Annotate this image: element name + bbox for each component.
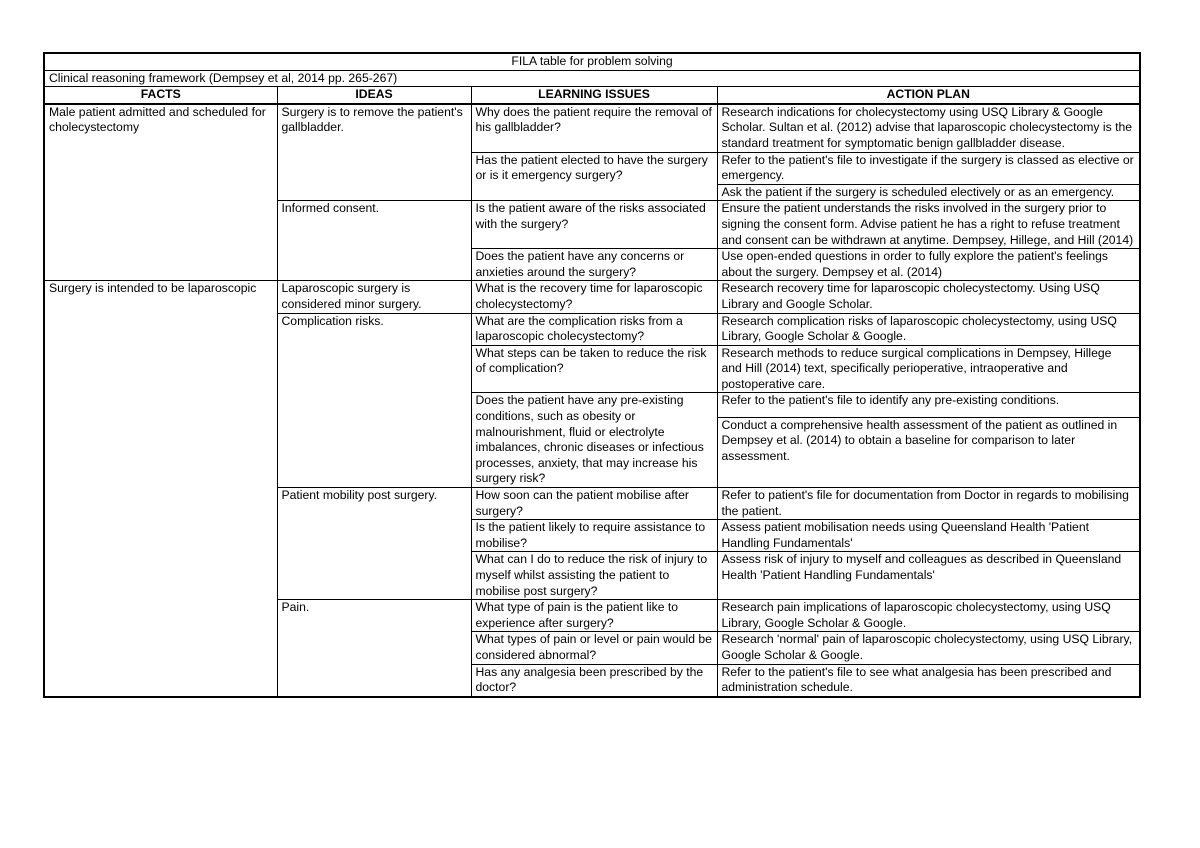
action-plan-cell: Conduct a comprehensive health assessment of the patient as outlined in Dempsey et al. (2014) to obtain a baseline for comparison to later assessment.	[717, 417, 1140, 487]
action-plan-cell: Research 'normal' pain of laparoscopic cholecystectomy, using USQ Library, Google Scholar & Google.	[717, 632, 1140, 664]
learning-issue-cell: What is the recovery time for laparoscopic cholecystectomy?	[471, 281, 717, 313]
fila-document	[43, 52, 1139, 698]
learning-issue-cell: What are the complication risks from a laparoscopic cholecystectomy?	[471, 313, 717, 345]
learning-issue-cell: How soon can the patient mobilise after surgery?	[471, 488, 717, 520]
learning-issue-cell: Has any analgesia been prescribed by the doctor?	[471, 664, 717, 697]
table-body	[44, 104, 1140, 697]
action-plan-cell: Assess risk of injury to myself and colleagues as described in Queensland Health 'Patient Handling Fundamentals'	[717, 552, 1140, 600]
idea-cell: Informed consent.	[277, 201, 471, 281]
header-learning-issues: LEARNING ISSUES	[471, 87, 717, 104]
learning-issue-cell: Is the patient likely to require assistance to mobilise?	[471, 520, 717, 552]
action-plan-cell: Research recovery time for laparoscopic cholecystectomy. Using USQ Library and Google Scholar.	[717, 281, 1140, 313]
learning-issue-cell: Does the patient have any pre-existing conditions, such as obesity or malnourishment, fluid or electrolyte imbalances, chronic diseases or infectious processes, anxiety, that may increase his surgery risk?	[471, 393, 717, 488]
title-row	[44, 53, 1140, 70]
header-row	[44, 87, 1140, 104]
idea-cell: Laparoscopic surgery is considered minor surgery.	[277, 281, 471, 313]
learning-issue-cell: What steps can be taken to reduce the risk of complication?	[471, 345, 717, 393]
table-row	[44, 104, 1140, 152]
learning-issue-cell: Has the patient elected to have the surgery or is it emergency surgery?	[471, 152, 717, 201]
action-plan-cell: Refer to the patient's file to identify any pre-existing conditions.	[717, 393, 1140, 417]
learning-issue-cell: What type of pain is the patient like to experience after surgery?	[471, 600, 717, 632]
action-plan-cell: Refer to the patient's file to investigate if the surgery is classed as elective or emergency.	[717, 152, 1140, 184]
action-plan-cell: Refer to the patient's file to see what analgesia has been prescribed and administration schedule.	[717, 664, 1140, 697]
table-row	[44, 281, 1140, 313]
idea-cell: Complication risks.	[277, 313, 471, 488]
action-plan-cell: Ensure the patient understands the risks involved in the surgery prior to signing the consent form. Advise patient he has a right to refuse treatment and consent can be withdrawn at anytime. Dempsey, Hillege, and Hill (2014)	[717, 201, 1140, 249]
idea-cell: Pain.	[277, 600, 471, 697]
action-plan-cell: Research complication risks of laparoscopic cholecystectomy, using USQ Library, Google Scholar & Google.	[717, 313, 1140, 345]
header-action-plan: ACTION PLAN	[717, 87, 1140, 104]
table-subtitle: Clinical reasoning framework (Dempsey et al, 2014 pp. 265-267)	[44, 70, 1140, 87]
action-plan-cell: Use open-ended questions in order to fully explore the patient's feelings about the surgery. Dempsey et al. (2014)	[717, 249, 1140, 281]
subtitle-row	[44, 70, 1140, 87]
learning-issue-cell: Why does the patient require the removal of his gallbladder?	[471, 104, 717, 152]
fact-cell: Surgery is intended to be laparoscopic	[44, 281, 277, 697]
idea-cell: Surgery is to remove the patient's gallbladder.	[277, 104, 471, 201]
action-plan-cell: Refer to patient's file for documentation from Doctor in regards to mobilising the patient.	[717, 488, 1140, 520]
idea-cell: Patient mobility post surgery.	[277, 488, 471, 600]
fila-table	[43, 52, 1141, 698]
action-plan-cell: Research indications for cholecystectomy using USQ Library & Google Scholar. Sultan et al. (2012) advise that laparoscopic cholecystectomy is the standard treatment for symptomatic benign gallbladder disease.	[717, 104, 1140, 152]
action-plan-cell: Research pain implications of laparoscopic cholecystectomy, using USQ Library, Google Scholar & Google.	[717, 600, 1140, 632]
learning-issue-cell: Does the patient have any concerns or anxieties around the surgery?	[471, 249, 717, 281]
action-plan-cell: Assess patient mobilisation needs using Queensland Health 'Patient Handling Fundamentals'	[717, 520, 1140, 552]
action-plan-cell: Research methods to reduce surgical complications in Dempsey, Hillege and Hill (2014) text, specifically perioperative, intraoperative and postoperative care.	[717, 345, 1140, 393]
learning-issue-cell: Is the patient aware of the risks associated with the surgery?	[471, 201, 717, 249]
header-facts: FACTS	[44, 87, 277, 104]
header-ideas: IDEAS	[277, 87, 471, 104]
learning-issue-cell: What can I do to reduce the risk of injury to myself whilst assisting the patient to mobilise post surgery?	[471, 552, 717, 600]
action-plan-cell: Ask the patient if the surgery is scheduled electively or as an emergency.	[717, 184, 1140, 201]
fact-cell: Male patient admitted and scheduled for cholecystectomy	[44, 104, 277, 281]
learning-issue-cell: What types of pain or level or pain would be considered abnormal?	[471, 632, 717, 664]
table-title: FILA table for problem solving	[44, 53, 1140, 70]
